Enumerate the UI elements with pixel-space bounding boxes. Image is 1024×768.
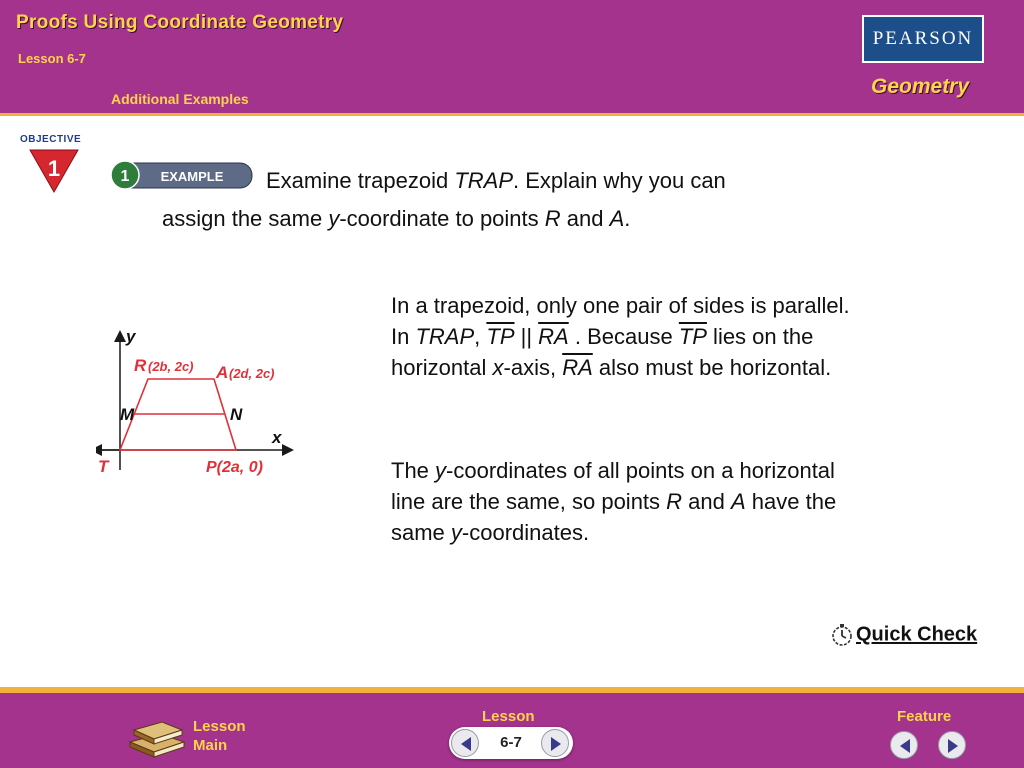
- feature-prev-button[interactable]: [890, 731, 918, 759]
- answer-text: lies on the: [706, 324, 814, 349]
- answer-line: [391, 455, 951, 486]
- vertex-a-label: A: [216, 363, 229, 382]
- quick-check-label: Quick Check: [856, 623, 978, 646]
- question-line-1: [266, 168, 726, 194]
- x-axis-label: x: [272, 428, 282, 447]
- answer-text: . Because: [568, 324, 679, 349]
- question-text: . Explain why you can: [513, 168, 726, 193]
- books-icon[interactable]: [126, 712, 188, 758]
- answer-text: -axis,: [503, 355, 563, 380]
- example-number: 1: [120, 168, 130, 185]
- feature-nav-label: Feature: [897, 708, 952, 725]
- answer-text: -coordinates.: [461, 520, 590, 545]
- answer-text: y: [435, 458, 447, 483]
- arrow-left-icon: [459, 736, 473, 752]
- answer-paragraph-2: [391, 455, 951, 548]
- arrow-left-icon: [898, 738, 912, 754]
- subject-label: Geometry: [871, 75, 970, 98]
- answer-line: In a trapezoid, only one pair of sides is parallel.: [391, 293, 850, 318]
- question-text: A: [609, 206, 625, 231]
- vertex-r-label: R: [134, 356, 147, 375]
- lesson-label: Lesson 6-7: [18, 51, 86, 66]
- answer-text: also must be horizontal.: [592, 355, 832, 380]
- trapezoid-diagram: [96, 326, 296, 476]
- lesson-main-link[interactable]: [193, 717, 246, 755]
- arrow-right-icon: [946, 738, 960, 754]
- answer-text: horizontal: [391, 355, 493, 380]
- question-text: assign the same: [162, 206, 329, 231]
- vertex-t-label: T: [98, 457, 109, 476]
- lesson-prev-button[interactable]: [451, 729, 479, 757]
- answer-text: have the: [745, 489, 837, 514]
- feature-next-button[interactable]: [938, 731, 966, 759]
- page-title: Proofs Using Coordinate Geometry: [16, 12, 344, 33]
- answer-text: The: [391, 458, 436, 483]
- segment-tp: $\overline{TP}$: [678, 324, 707, 349]
- answer-text: ||: [514, 324, 539, 349]
- question-text: R: [544, 206, 561, 231]
- vertex-p-label: P(2a, 0): [206, 459, 263, 476]
- question-text: and: [560, 206, 610, 231]
- answer-text: ,: [474, 324, 487, 349]
- lesson-number: 6-7: [500, 734, 522, 751]
- y-axis-label: y: [126, 327, 136, 346]
- segment-ra: $\overline{RA}$: [562, 355, 593, 380]
- pearson-logo: PEARSON: [862, 15, 984, 63]
- example-badge: [110, 160, 254, 190]
- answer-text: y: [450, 520, 462, 545]
- stopwatch-icon: [830, 623, 854, 647]
- arrow-right-icon: [549, 736, 563, 752]
- answer-text: -coordinates of all points on a horizontal: [446, 458, 835, 483]
- objective-number: 1: [47, 156, 61, 181]
- answer-line: [391, 517, 951, 548]
- answer-text: x: [492, 355, 504, 380]
- question-text: TRAP: [454, 168, 514, 193]
- section-label: Additional Examples: [111, 91, 249, 107]
- answer-line: [391, 321, 951, 352]
- lesson-main-label: Lesson: [193, 718, 246, 735]
- lesson-nav-label: Lesson: [482, 708, 535, 725]
- answer-text: TRAP: [415, 324, 475, 349]
- question-text: .: [624, 206, 631, 231]
- segment-ra: $\overline{RA}$: [538, 324, 569, 349]
- lesson-next-button[interactable]: [541, 729, 569, 757]
- example-label: EXAMPLE: [160, 169, 224, 184]
- answer-line: [391, 352, 951, 383]
- answer-line: [391, 486, 951, 517]
- answer-text: same: [391, 520, 451, 545]
- header-divider: [0, 113, 1024, 116]
- objective-badge: [20, 134, 92, 196]
- vertex-r-coord: (2b, 2c): [148, 359, 194, 374]
- answer-paragraph-1: [391, 290, 951, 383]
- objective-label: OBJECTIVE: [20, 134, 82, 145]
- quick-check-link[interactable]: [830, 623, 977, 651]
- answer-text: R: [666, 489, 683, 514]
- answer-text: and: [682, 489, 731, 514]
- segment-tp: $\overline{TP}$: [486, 324, 515, 349]
- answer-text: line are the same, so points: [391, 489, 667, 514]
- question-text: y: [328, 206, 340, 231]
- vertex-a-coord: (2d, 2c): [229, 366, 275, 381]
- answer-text: A: [730, 489, 746, 514]
- point-m-label: M: [120, 405, 135, 424]
- answer-text: In: [391, 324, 416, 349]
- lesson-main-label: Main: [193, 737, 228, 754]
- question-line-2: [162, 206, 630, 232]
- point-n-label: N: [230, 405, 243, 424]
- objective-triangle-icon: [20, 134, 92, 196]
- question-text: -coordinate to points: [339, 206, 545, 231]
- question-text: Examine trapezoid: [266, 168, 455, 193]
